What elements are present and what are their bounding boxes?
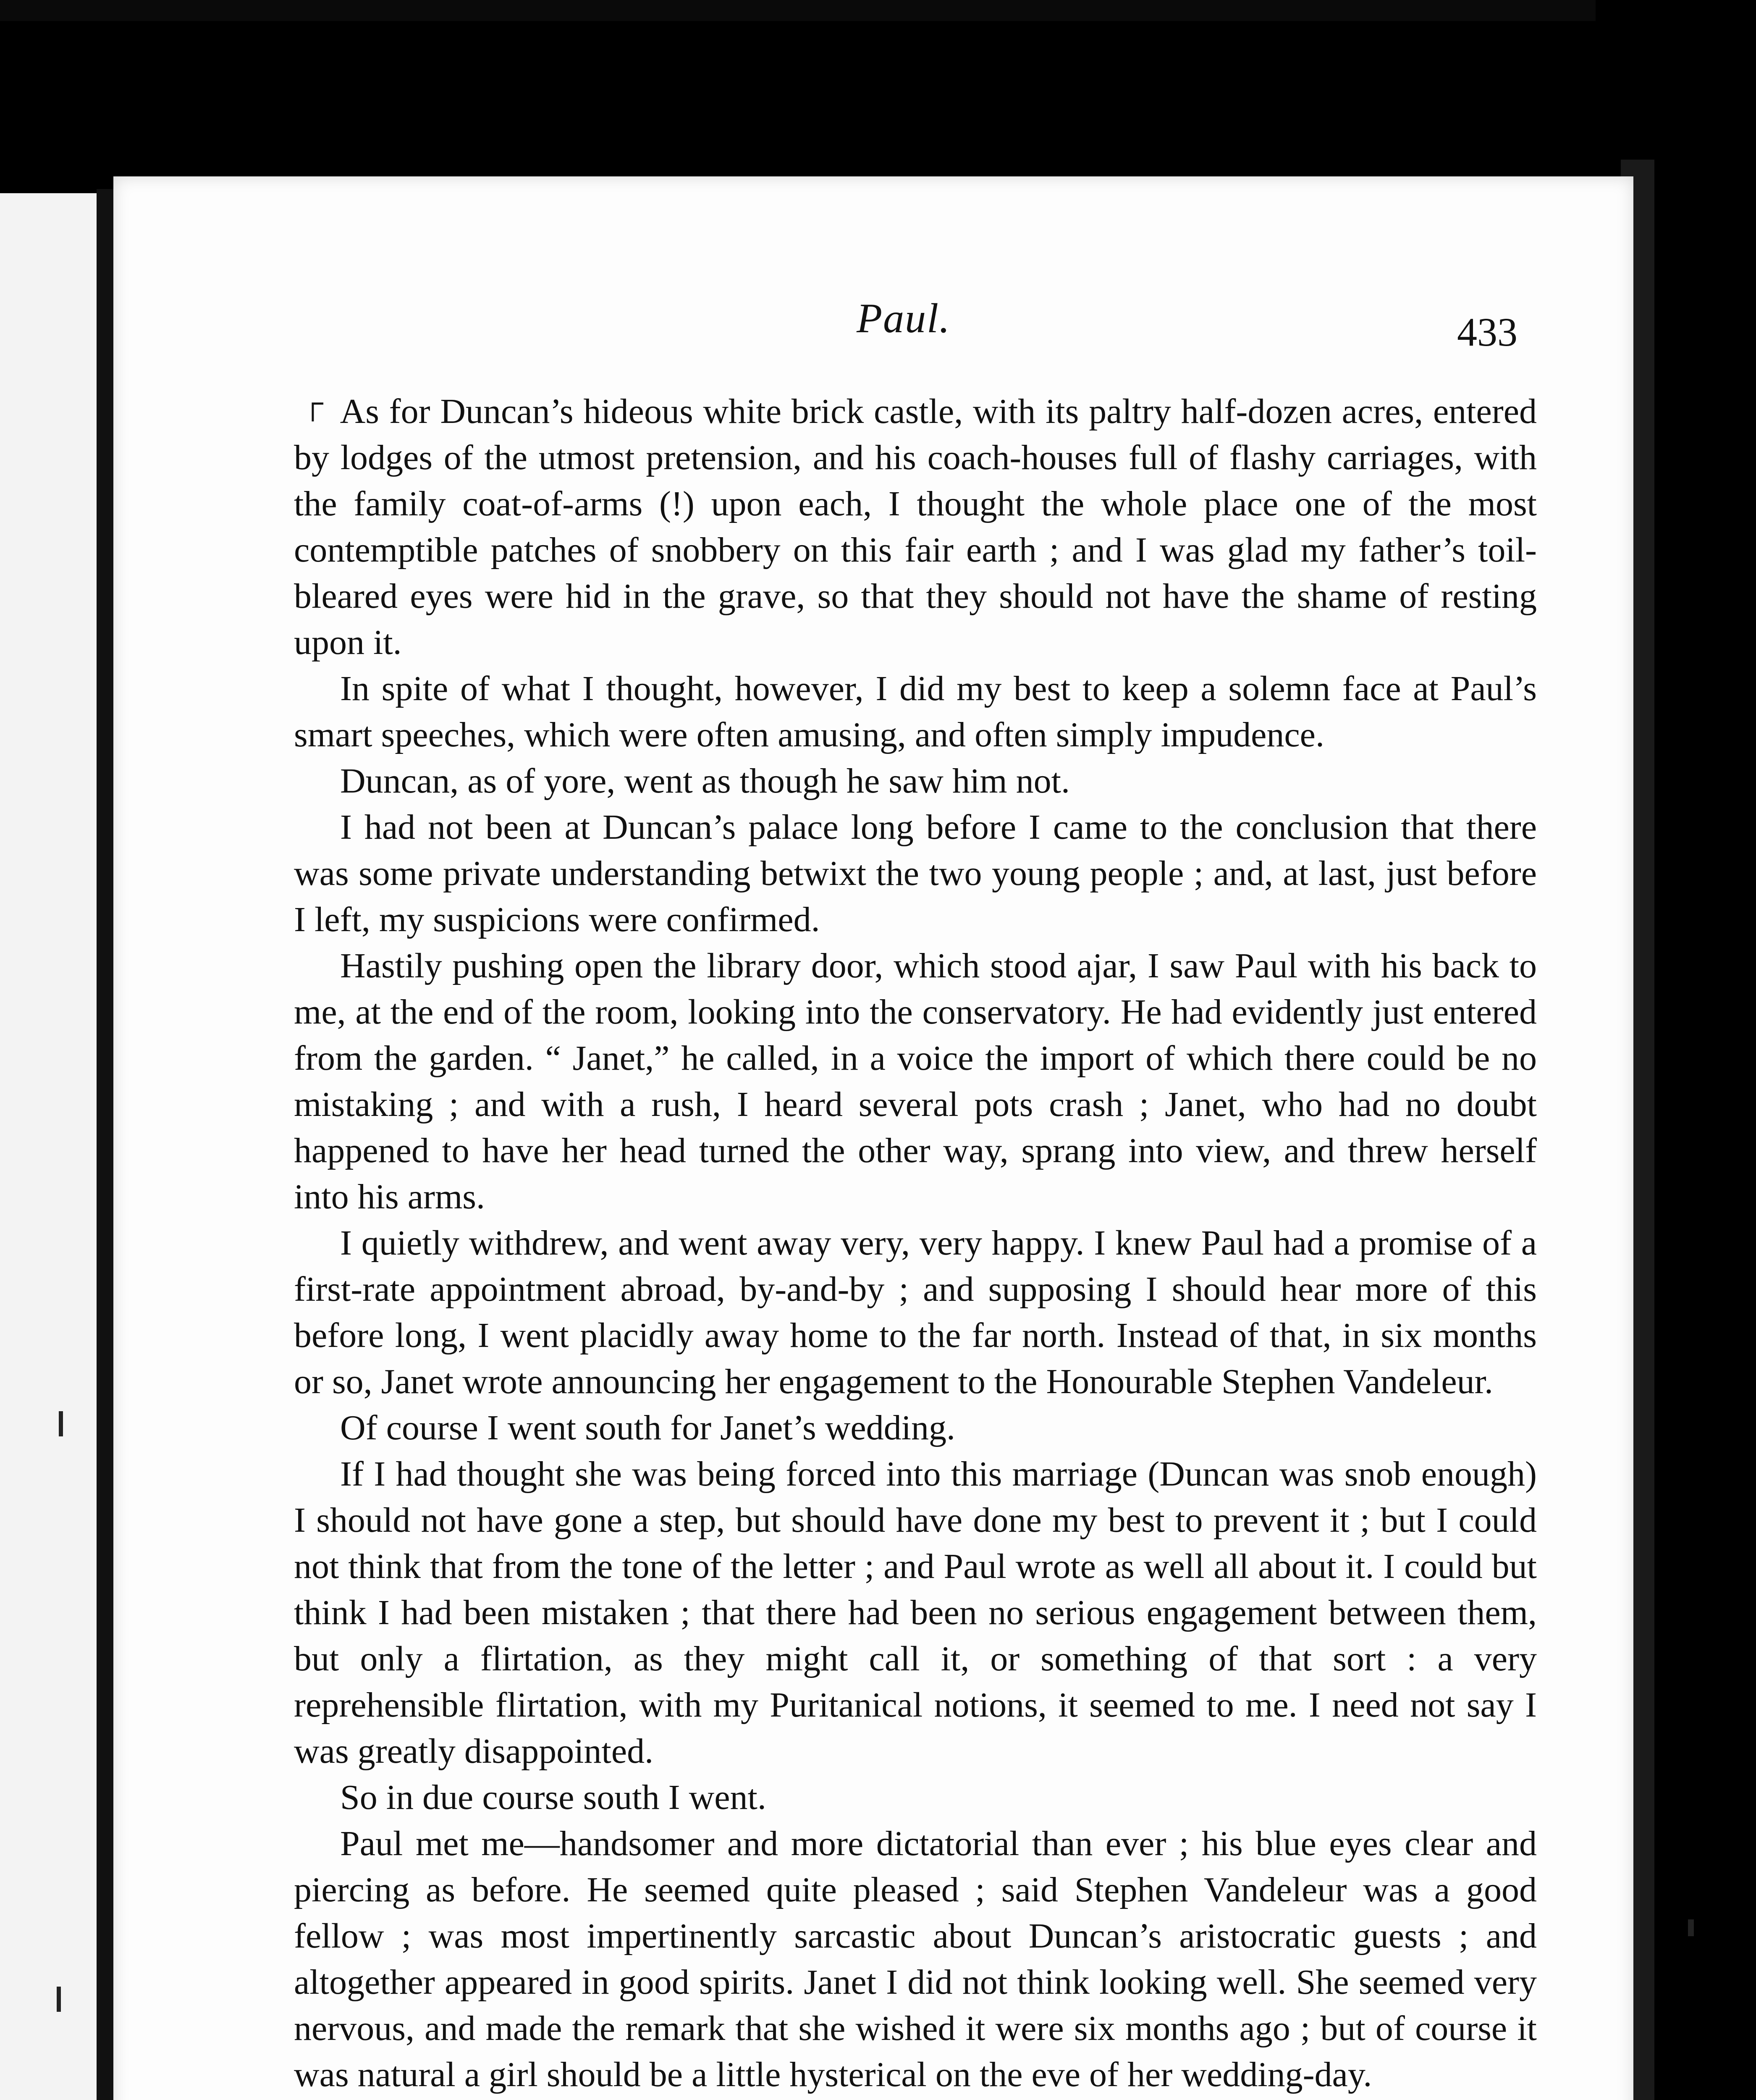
running-head: Paul. (857, 295, 951, 341)
paragraph: Duncan, as of yore, went as though he saw him not. (340, 761, 1070, 801)
paragraph: Of course I went south for Janet’s wedding. (340, 1408, 955, 1447)
body-text (294, 388, 1537, 2100)
page-number: 433 (1457, 310, 1517, 354)
paragraph: I had not been at Duncan’s palace long before I came to the conclusion that there was some private understanding betwixt the two young people ; and, at last, just before I left, my suspicions were confirmed. (294, 808, 1537, 939)
paragraph: Hastily pushing open the library door, which stood ajar, I saw Paul with his back to me, at the end of the room, looking into the conservatory. He had evidently just entered from the garden. “ Janet,” he called, in a voice the import of which there could be no mistaking ; and with a rush, I heard several pots crash ; Janet, who had no doubt happened to have her head turned the other way, sprang into view, and threw herself into his arms. (294, 946, 1537, 1216)
scan-top-edge (0, 0, 1596, 21)
margin-speck (1688, 1919, 1694, 1936)
adjacent-page-edge (0, 193, 101, 2100)
margin-speck (57, 1987, 61, 2012)
paragraph: Paul met me—handsomer and more dictatorial than ever ; his blue eyes clear and piercing as before. He seemed quite pleased ; said Stephen Vandeleur was a good fellow ; was most impertinently sarcastic about Duncan’s aristocratic guests ; and altogether appeared in good spirits. Janet I did not think looking well. She seemed very nervous, and made the remark that she wished it were six months ago ; but of course it was natural a girl should be a little hysterical on the eve of her wedding-day. (294, 1824, 1537, 2094)
paragraph-text: As for Duncan’s hideous white brick castle, with its paltry half-dozen acres, entered by lodges of the utmost pretension, and his coach-houses full of flashy carriages, with the family coat-of-arms (!) upon each, I thought the whole place one of the most contemptible patches of snobbery on this fair earth ; and I was glad my father’s toil-bleared eyes were hid in the grave, so that they should not have the shame of resting upon it. (294, 392, 1537, 662)
paragraph (294, 388, 1537, 666)
paragraph: So in due course south I went. (340, 1778, 766, 1817)
margin-speck (59, 1411, 63, 1436)
paragraph: If I had thought she was being forced into this marriage (Duncan was snob enough) I should not have gone a step, but should have done my best to prevent it ; but I could not think that from the tone of the letter ; and Paul wrote as well all about it. I could but think I had been mistaken ; that there had been no serious engagement between them, but only a flirtation, as they might call it, or something of that sort : a very reprehensible flirtation, with my Puritanical notions, it seemed to me. I need not say I was greatly disappointed. (294, 1454, 1537, 1771)
paragraph: In spite of what I thought, however, I did my best to keep a solemn face at Paul’s smart speeches, which were often amusing, and often simply impudence. (294, 669, 1537, 754)
corner-mark: ┌ (302, 387, 323, 419)
paragraph: I quietly withdrew, and went away very, very happy. I knew Paul had a promise of a first-rate appointment abroad, by-and-by ; and supposing I should hear more of this before long, I went placidly away home to the far north. Instead of that, in six months or so, Janet wrote announcing her engagement to the Honourable Stephen Vandeleur. (294, 1223, 1537, 1401)
paragraph (294, 2098, 1537, 2100)
